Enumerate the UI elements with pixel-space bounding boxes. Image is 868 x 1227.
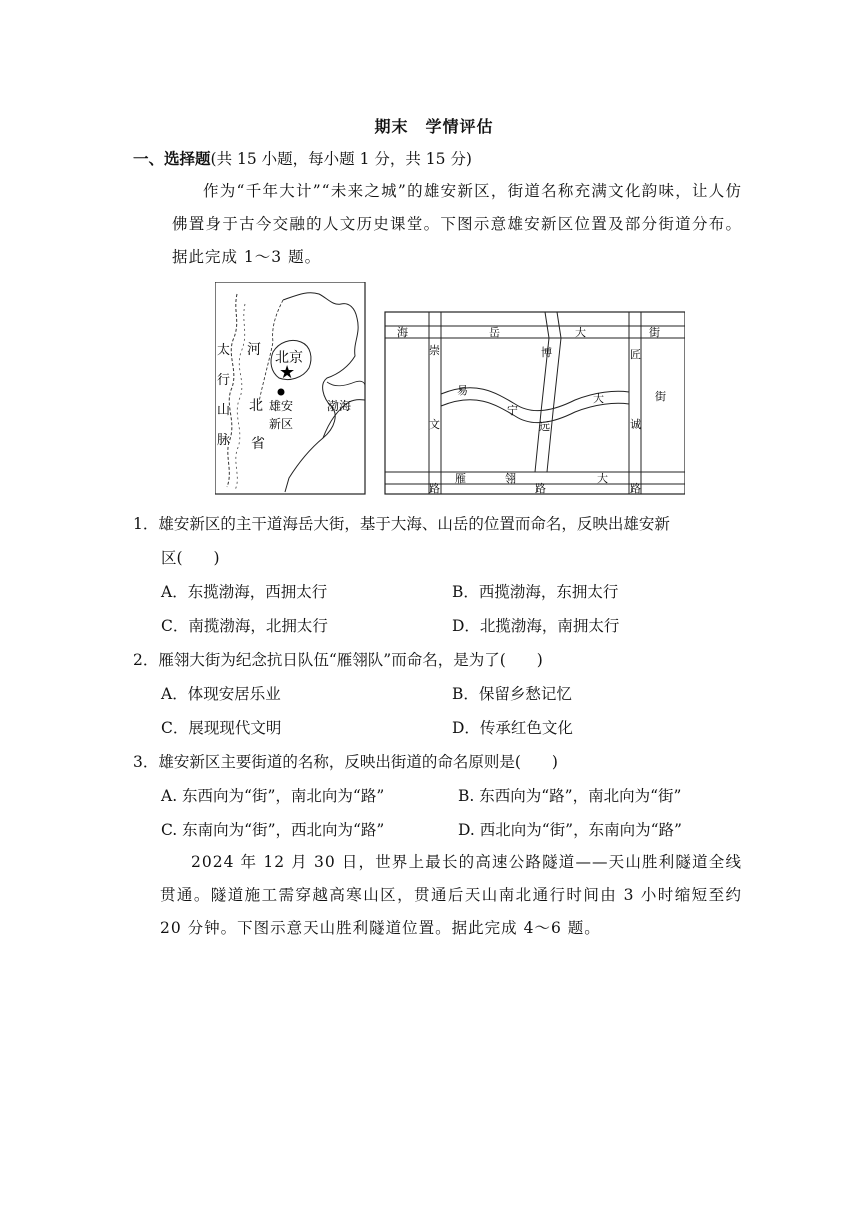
street-label-yan: 雁 [455, 472, 466, 485]
road-label-cheng: 诚 [630, 418, 641, 431]
map-figure-svg [215, 282, 685, 497]
question-3 [133, 750, 558, 772]
street-label-yue: 岳 [489, 326, 500, 339]
question-2-option-c[interactable]: C．展现现代文明 [161, 719, 282, 737]
question-2 [133, 648, 543, 670]
map-label-tai: 太 [217, 343, 231, 358]
question-1-continuation: 区( ) [161, 549, 220, 567]
question-3-option-d[interactable]: D. 西北向为“街”，东南向为“路” [458, 821, 682, 839]
question-1-option-d[interactable]: D．北揽渤海，南拥太行 [452, 617, 620, 635]
street-label-jie1: 街 [649, 326, 660, 339]
question-1-text: 雄安新区的主干道海岳大街，基于大海、山岳的位置而命名，反映出雄安新 [158, 515, 670, 533]
intro-paragraph-2-text: 2024 年 12 月 30 日，世界上最长的高速公路隧道——天山胜利隧道全线贯通。隧道施工需穿越高寒山区，贯通后天山南北通行时间由 3 小时缩短至约 20 分钟。下图示意天山胜利隧道位置。据此完成 4～6 题。 [160, 853, 742, 937]
street-label-da2: 大 [593, 392, 604, 405]
street-label-yi: 易 [457, 384, 468, 397]
question-3-option-a[interactable]: A. 东西向为“街”，南北向为“路” [161, 787, 385, 805]
question-3-option-b[interactable]: B. 东西向为“路”，南北向为“街” [458, 787, 682, 805]
map-label-xinqu: 新区 [269, 417, 294, 431]
road-label-chong: 崇 [429, 344, 440, 357]
section-heading-label: 一、选择题 [133, 149, 211, 168]
question-1 [133, 512, 670, 534]
map-label-shan: 山 [217, 403, 231, 418]
section-heading [133, 147, 472, 169]
street-label-ning: 宁 [507, 404, 518, 417]
street-label-da1: 大 [575, 326, 586, 339]
street-map [385, 312, 685, 495]
road-label-yuan: 远 [539, 420, 550, 433]
map-label-bohai: 渤海 [327, 399, 352, 413]
map-label-sheng: 省 [251, 436, 265, 452]
road-label-bo: 博 [541, 346, 552, 359]
street-label-hai: 海 [397, 326, 408, 339]
question-2-option-b[interactable]: B．保留乡愁记忆 [452, 685, 572, 703]
intro-paragraph-1 [172, 175, 742, 274]
street-label-da3: 大 [597, 472, 608, 485]
road-label-jiang: 匠 [630, 348, 641, 361]
street-label-jie2: 街 [655, 390, 666, 403]
question-3-number: 3． [133, 753, 159, 771]
map-label-beijing: 北京 [275, 350, 303, 366]
map-label-bei: 北 [249, 398, 263, 414]
map-label-xiongan: 雄安 [269, 399, 294, 413]
location-map [215, 282, 365, 494]
intro-paragraph-2 [160, 846, 742, 945]
question-3-text: 雄安新区主要街道的名称，反映出街道的命名原则是( ) [158, 753, 558, 771]
road-label-lu2: 路 [535, 482, 546, 495]
beijing-star-icon: ★ [279, 362, 296, 383]
question-1-number: 1． [133, 515, 159, 533]
question-2-option-a[interactable]: A．体现安居乐业 [161, 685, 281, 703]
section-heading-note: (共 15 小题，每小题 1 分，共 15 分) [210, 150, 472, 168]
question-1-option-c[interactable]: C．南揽渤海，北拥太行 [161, 617, 328, 635]
map-label-mai: 脉 [217, 433, 231, 448]
question-2-option-d[interactable]: D．传承红色文化 [452, 719, 573, 737]
question-2-number: 2． [133, 651, 159, 669]
question-1-option-a[interactable]: A．东揽渤海，西拥太行 [161, 583, 328, 601]
question-1-option-b[interactable]: B．西揽渤海，东拥太行 [452, 583, 619, 601]
xiongan-dot-icon [278, 389, 285, 396]
intro-paragraph-1-text: 作为“千年大计”“未来之城”的雄安新区，街道名称充满文化韵味，让人仿佛置身于古今交融的人文历史课堂。下图示意雄安新区位置及部分街道分布。据此完成 1～3 题。 [172, 182, 742, 266]
question-3-option-c[interactable]: C. 东南向为“街”，西北向为“路” [161, 821, 385, 839]
question-2-text: 雁翎大街为纪念抗日队伍“雁翎队”而命名，是为了( ) [158, 651, 543, 669]
road-label-lu3: 路 [630, 482, 641, 495]
road-label-lu1: 路 [429, 482, 440, 495]
page-title: 期末 学情评估 [374, 117, 494, 136]
map-label-hang: 行 [217, 373, 231, 388]
street-label-ling: 翎 [505, 472, 516, 485]
map-label-he: 河 [247, 342, 261, 358]
road-label-wen: 文 [429, 418, 440, 431]
map-figure [215, 282, 685, 501]
